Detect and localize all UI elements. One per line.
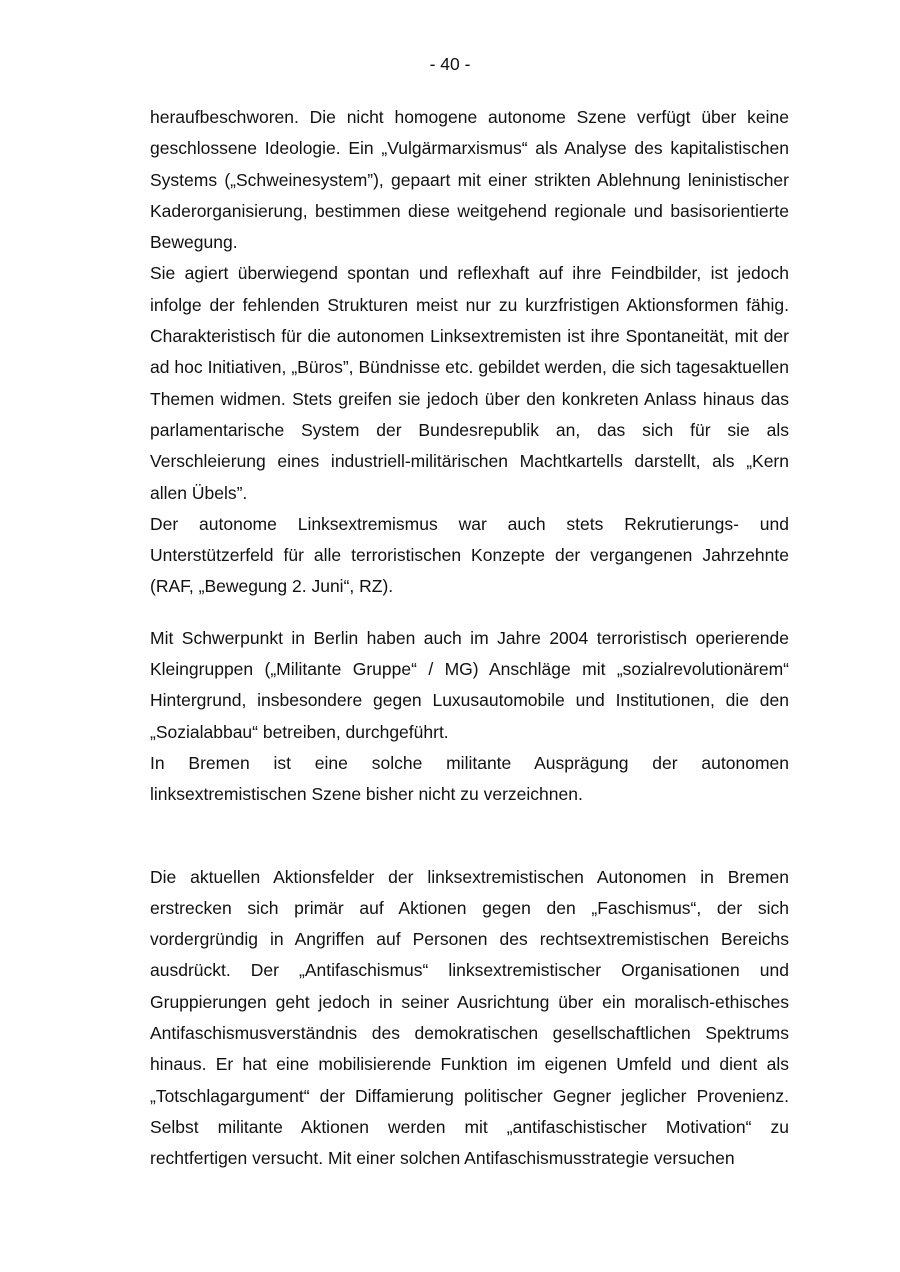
paragraph: heraufbeschworen. Die nicht homogene autonome Szene verfügt über keine geschlossene Ideologie. Ein „Vulgärmarxismus“ als Analyse des kapitalistischen Systems („Schweinesystem”), gepaart mit einer strikten Ablehnung leninistischer Kaderorganisierung, bestimmen diese weitgehend regionale und basisorientierte Bewegung. xyxy=(150,107,789,253)
paragraph: Der autonome Linksextremismus war auch stets Rekrutierungs- und Unterstützerfeld für alle terroristischen Konzepte der vergangenen Jahrzehnte (RAF, „Bewegung 2. Juni“, RZ). xyxy=(150,513,789,597)
paragraph: Die aktuellen Aktionsfelder der linksextremistischen Autonomen in Bremen erstrecken sich primär auf Aktionen gegen den „Faschismus“, der sich vordergründig in Angriffen auf Personen des rechtsextremistischen Bereichs ausdrückt. Der „Antifaschismus“ linksextremistischer Organisationen und Gruppierungen geht jedoch in seiner Ausrichtung über ein moralisch-ethisches Antifaschismusverständnis des demokratischen gesellschaftlichen Spektrums hinaus. Er hat eine mobilisierende Funktion im eigenen Umfeld und dient als „Totschlagargument“ der Diffamierung politischer Gegner jeglicher Provenienz. Selbst militante Aktionen werden mit „antifaschistischer Motivation“ zu rechtfertigen versucht. Mit einer solchen Antifaschismusstrategie versuchen xyxy=(150,866,789,1169)
document-body xyxy=(150,102,789,1175)
paragraph: Sie agiert überwiegend spontan und reflexhaft auf ihre Feindbilder, ist jedoch infolge der fehlenden Strukturen meist nur zu kurzfristigen Aktionsformen fähig. Charakteristisch für die autonomen Linksextremisten ist ihre Spontaneität, mit der ad hoc Initiativen, „Büros”, Bündnisse etc. gebildet werden, die sich tagesaktuellen Themen widmen. Stets greifen sie jedoch über den konkreten Anlass hinaus das parlamentarische System der Bundesrepublik an, das sich für sie als Verschleierung eines industriell-militärischen Machtkartells darstellt, als „Kern allen Übels”. xyxy=(150,263,789,503)
page-number: - 40 - xyxy=(429,54,471,74)
paragraph: Mit Schwerpunkt in Berlin haben auch im Jahre 2004 terroristisch operierende Kleingruppen („Militante Gruppe“ / MG) Anschläge mit „sozialrevolutionärem“ Hintergrund, insbesondere gegen Luxusautomobile und Institutionen, die den „Sozialabbau“ betreiben, durchgeführt. xyxy=(150,627,789,742)
paragraph: In Bremen ist eine solche militante Ausprägung der autonomen linksextremistischen Szene bisher nicht zu verzeichnen. xyxy=(150,752,789,805)
